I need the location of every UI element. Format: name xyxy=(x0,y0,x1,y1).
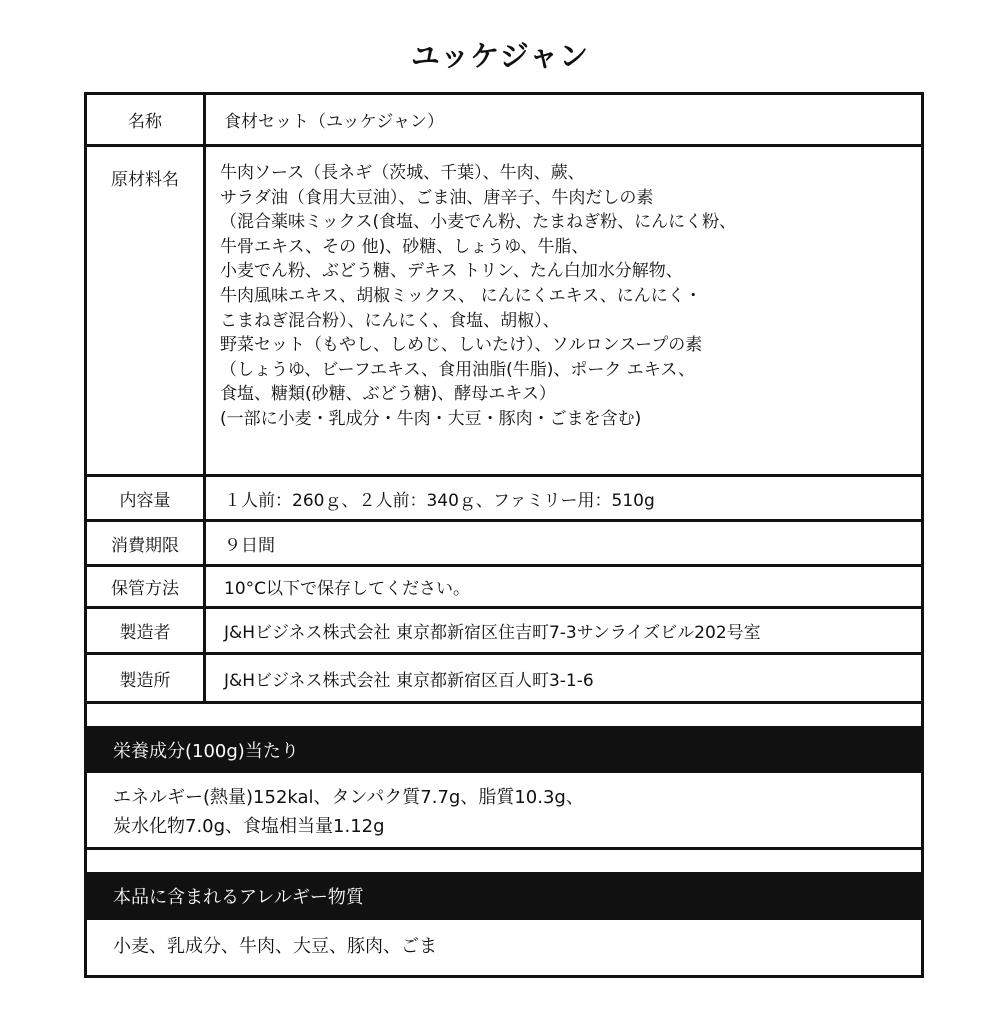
row-expiry xyxy=(87,522,921,567)
value-storage: 10°C以下で保存してください。 xyxy=(224,579,471,599)
value-name: 食材セット（ユッケジャン） xyxy=(224,112,444,132)
label-ingredients: 原材料名 xyxy=(87,147,206,474)
row-factory xyxy=(87,655,921,704)
value-ingredients: 牛肉ソース（長ネギ（茨城、千葉）、牛肉、蕨、 サラダ油（食用大豆油）、ごま油、唐辛子、牛肉だしの素 （混合薬味ミックス(食塩、小麦でん粉、たまねぎ粉、にんにく粉、 牛骨エキス、その 他)、砂糖、しょうゆ、牛脂、 小麦でん粉、ぶどう糖、デキス トリン、たん白加水分解物、 牛肉風味エキス、胡椒ミックス、 にんにくエキス、にんにく・ こまねぎ混合粉）、にんにく、食塩、胡椒）、 野菜セット（もやし、しめじ、しいたけ）、ソルロンスープの素 （しょうゆ、ビーフエキス、食用油脂(牛脂)、ポーク エキス、 食塩、糖類(砂糖、ぶどう糖)、酵母エキス） (一部に小麦・乳成分・牛肉・大豆・豚肉・ごまを含む) xyxy=(220,163,737,429)
row-contents xyxy=(87,477,921,522)
page-title: ユッケジャン xyxy=(410,39,590,73)
label-name: 名称 xyxy=(87,95,206,144)
nutrition-header: 栄養成分(100g)当たり xyxy=(87,726,921,773)
allergens-header: 本品に含まれるアレルギー物質 xyxy=(87,872,921,920)
label-expiry: 消費期限 xyxy=(87,522,206,564)
nutrition-box xyxy=(87,773,921,850)
row-ingredients xyxy=(87,147,921,477)
value-contents: １人前：260ｇ、２人前：340ｇ、ファミリー用：510g xyxy=(224,490,655,511)
label-factory: 製造所 xyxy=(87,655,206,701)
label-table xyxy=(84,92,924,978)
row-manufacturer xyxy=(87,609,921,655)
value-factory: J&Hビジネス株式会社 東京都新宿区百人町3-1-6 xyxy=(224,670,594,691)
row-name xyxy=(87,95,921,147)
label-contents: 内容量 xyxy=(87,477,206,519)
allergens-text: 小麦、乳成分、牛肉、大豆、豚肉、ごま xyxy=(113,936,437,957)
label-storage: 保管方法 xyxy=(87,567,206,606)
nutrition-text: エネルギー(熱量)152kal、タンパク質7.7g、脂質10.3g、 炭水化物7.0g、食塩相当量1.12g xyxy=(113,787,584,837)
value-manufacturer: J&Hビジネス株式会社 東京都新宿区住吉町7-3サンライズビル202号室 xyxy=(224,623,761,643)
row-storage xyxy=(87,567,921,609)
value-expiry: ９日間 xyxy=(224,535,275,556)
label-manufacturer: 製造者 xyxy=(87,609,206,652)
